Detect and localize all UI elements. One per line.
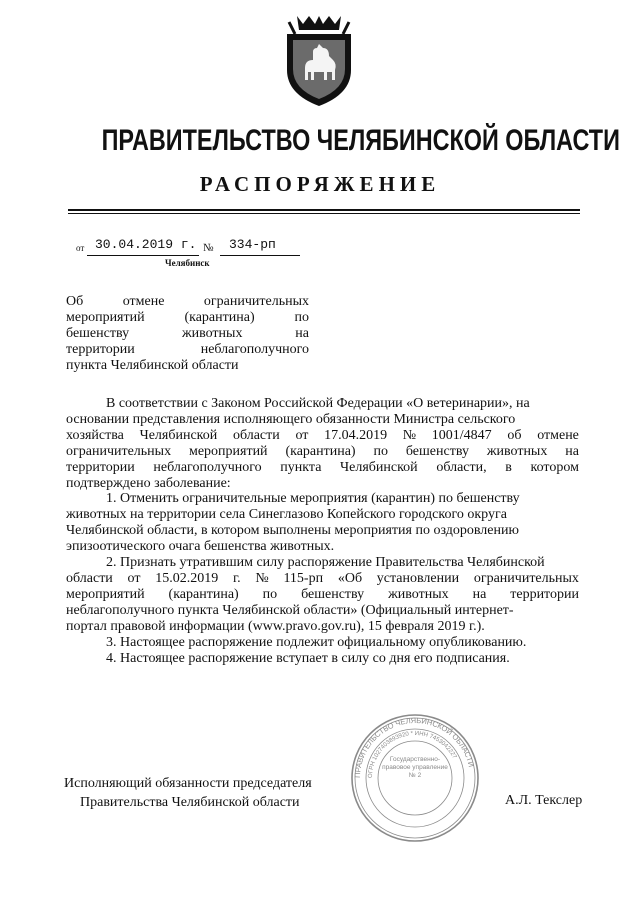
seal-outer-text: ПРАВИТЕЛЬСТВО ЧЕЛЯБИНСКОЙ ОБЛАСТИ [352, 715, 476, 779]
body-text: бешенству [405, 443, 469, 459]
body-text: области [66, 570, 113, 586]
document-city: Челябинск [165, 258, 210, 268]
header-rule-thick [68, 209, 580, 211]
subject-line [66, 342, 309, 358]
body-text: 17.04.2019 [324, 427, 388, 443]
subject-line [66, 358, 309, 374]
body-text: животных [486, 443, 548, 459]
body-text: основании представления исполняющего обязанности Министра сельского [66, 411, 516, 427]
body-text: подтверждено заболевание: [66, 475, 231, 491]
subject-word: Об [66, 294, 84, 309]
coat-of-arms-icon [283, 14, 355, 108]
body-text: ограничительных [473, 570, 579, 586]
body-text: 4. Настоящее распоряжение вступает в силу со дня его подписания. [106, 650, 510, 666]
body-text: № [402, 427, 417, 443]
document-number: 334-рп [229, 237, 276, 252]
body-text: отмене [537, 427, 579, 443]
body-text: на [472, 586, 487, 602]
body-text: неблагополучного пункта Челябинской области» (Официальный интернет- [66, 602, 514, 618]
seal-inner-text: ОГРН 1027403893920 * ИНН 7453042227 [367, 730, 458, 779]
body-line [66, 412, 579, 428]
body-line [66, 571, 579, 587]
body-text: В соответствии с Законом Российской Федерации «О ветеринарии», на [106, 396, 530, 411]
body-text: Челябинской [139, 427, 218, 443]
date-prefix: от [76, 243, 85, 253]
subject-word: (карантина) [184, 310, 255, 325]
body-line [66, 587, 579, 603]
body-line [66, 603, 579, 619]
body-text: 1001/4847 [431, 427, 492, 443]
body-line [66, 396, 579, 412]
body-line [66, 428, 579, 444]
body-text: Челябинской области, в котором выполнены мероприятия по оздоровлению [66, 523, 519, 539]
subject-word: отмене [122, 294, 165, 309]
subject-line [66, 310, 309, 326]
body-text: установлении [376, 570, 460, 586]
subject-word: по [294, 310, 309, 325]
body-line [66, 460, 579, 476]
subject-word: неблагополучного [200, 342, 309, 357]
signatory-position-line1: Исполняющий обязанности председателя [64, 776, 312, 791]
signatory-position [64, 774, 334, 812]
body-text: мероприятий [188, 443, 268, 459]
document-subject [66, 294, 309, 374]
body-line [66, 635, 579, 651]
document-body [66, 396, 579, 666]
date-underline [87, 255, 199, 256]
body-text: на [565, 443, 579, 459]
body-text: 15.02.2019 [155, 570, 219, 586]
body-text: по [262, 586, 278, 602]
body-text: котором [530, 459, 579, 475]
body-text: пункта [280, 459, 322, 475]
subject-line [66, 294, 309, 310]
body-text: г. [232, 570, 241, 586]
body-line [66, 523, 579, 539]
body-text: бешенству [301, 586, 365, 602]
body-text: неблагополучного [153, 459, 262, 475]
body-line [66, 651, 579, 667]
body-line [66, 491, 579, 507]
body-text: 1. Отменить ограничительные мероприятия (карантин) по бешенству [106, 491, 520, 507]
body-text: от [295, 427, 309, 443]
body-line [66, 476, 579, 492]
official-seal-icon [348, 712, 482, 844]
body-line [66, 539, 579, 555]
body-text: Челябинской [340, 459, 418, 475]
body-text: от [127, 570, 141, 586]
body-text: животных [388, 586, 449, 602]
body-text: «Об [337, 570, 363, 586]
body-line [66, 619, 579, 635]
seal-center-text: Государственно-правовое управление № 2 [382, 756, 448, 779]
subject-word: территории [66, 342, 135, 357]
subject-word: на [295, 326, 309, 341]
body-line [66, 444, 579, 460]
body-line [66, 507, 579, 523]
body-text: хозяйства [66, 427, 124, 443]
number-prefix: № [203, 242, 214, 254]
body-text: 3. Настоящее распоряжение подлежит официальному опубликованию. [106, 634, 527, 650]
body-text: (карантина) [168, 586, 239, 602]
body-text: ограничительных [66, 443, 172, 459]
body-text: об [507, 427, 522, 443]
body-text: области [232, 427, 280, 443]
subject-line [66, 326, 309, 342]
subject-word: мероприятий [66, 310, 145, 325]
body-text: 2. Признать утратившим силу распоряжение Правительства Челябинской [106, 555, 545, 571]
body-text: 115-рп [283, 570, 324, 586]
body-text: по [373, 443, 388, 459]
body-text: территории [66, 459, 135, 475]
signatory-position-line2: Правительства Челябинской области [80, 795, 300, 810]
body-text: животных на территории села Синеглазово Копейского городского округа [66, 507, 507, 523]
subject-word: животных [181, 326, 243, 341]
body-text: мероприятий [66, 586, 145, 602]
government-title: ПРАВИТЕЛЬСТВО ЧЕЛЯБИНСКОЙ ОБЛАСТИ [101, 124, 620, 157]
header-rule-thin [68, 213, 580, 214]
body-text: эпизоотического очага бешенства животных. [66, 539, 335, 555]
body-text: портал правовой информации (www.pravo.gov.ru), 15 февраля 2019 г.). [66, 618, 485, 634]
body-text: (карантина) [285, 443, 356, 459]
number-underline [220, 255, 300, 256]
subject-word: бешенству [66, 326, 130, 341]
body-text: территории [510, 586, 579, 602]
subject-word: пункта Челябинской области [66, 358, 239, 373]
body-text: области, [436, 459, 487, 475]
subject-word: ограничительных [203, 294, 309, 309]
document-date: 30.04.2019 г. [95, 237, 197, 252]
body-text: № [255, 570, 269, 586]
body-text: в [505, 459, 512, 475]
document-type-title: РАСПОРЯЖЕНИЕ [199, 172, 441, 196]
body-line [66, 555, 579, 571]
signatory-name: А.Л. Текслер [505, 793, 583, 808]
